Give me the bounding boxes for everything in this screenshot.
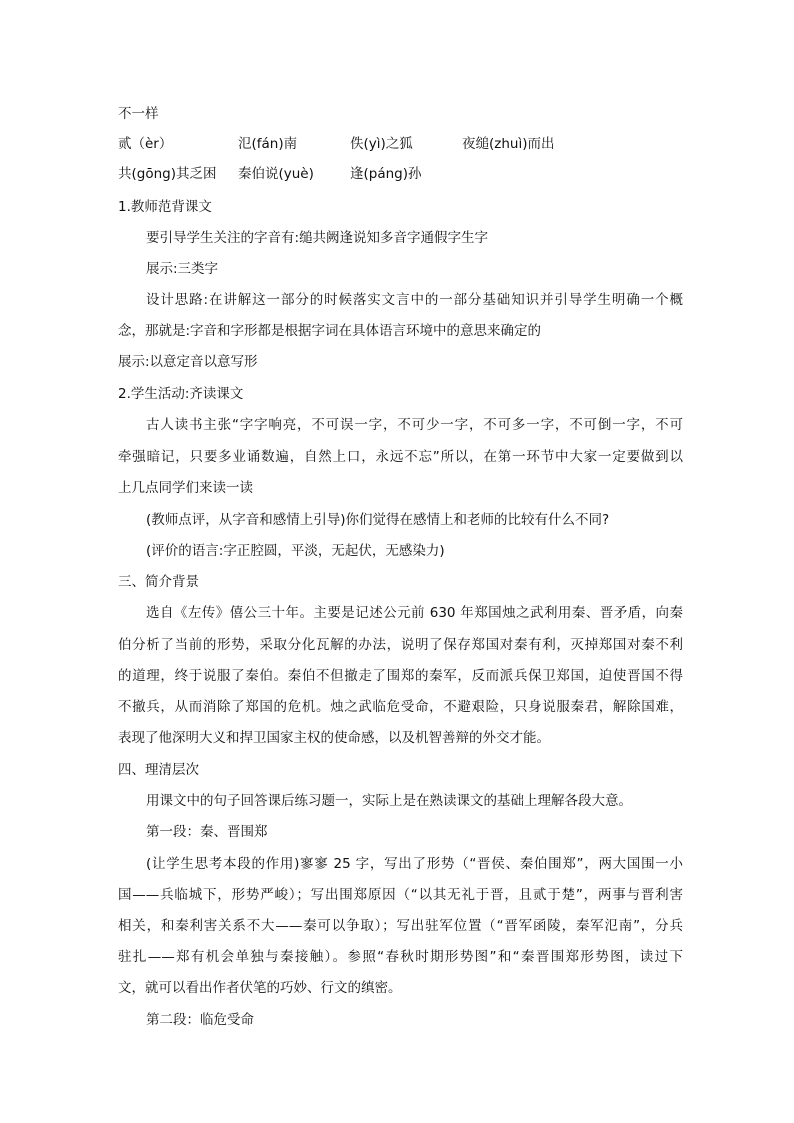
text-line: 上几点同学们来读一读 [118,480,253,496]
vocab-row-2 [118,165,683,183]
section-heading: 四、理清层次 [118,762,199,778]
text-line: 文，就可以看出作者伏笔的巧妙、行文的缜密。 [118,980,402,996]
text-line: (教师点评，从字音和感情上引导)你们觉得在感情上和老师的比较有什么不同? [146,512,610,528]
text-line: 古人读书主张“字字响亮，不可误一字，不可少一字，不可多一字，不可倒一字，不可 [146,417,683,433]
vocab-row-1 [118,135,683,153]
text-line: 不撤兵，从而消除了郑国的危机。烛之武临危受命，不避艰险，只身说服秦君，解除国难， [118,699,683,715]
section-heading: 2.学生活动:齐读课文 [118,386,244,402]
text-line: 要引导学生关注的字音有:缒共阙逢说知多音字通假字生字 [146,230,489,246]
text-line: 设计思路:在讲解这一部分的时候落实文言中的一部分基础知识并引导学生明确一个概 [146,292,683,308]
vocab-item: 氾(fán)南 [238,136,298,152]
vocab-item: 逢(páng)孙 [350,166,422,182]
text-line: 驻扎——郑有机会单独与秦接触）。参照“春秋时期形势图”和“秦晋围郑形势图，读过下 [118,949,683,965]
vocab-item: 共(gōng)其乏困 [118,166,217,182]
text-line: 展示:三类字 [146,261,219,277]
vocab-item: 佚(yì)之狐 [350,136,413,152]
subsection-heading: 第二段：临危受命 [146,1012,254,1028]
text-line: 国——兵临城下，形势严峻）；写出围郑原因（“以其无礼于晋，且贰于楚”，两事与晋利害 [118,887,683,903]
text-line: (让学生思考本段的作用)寥寥 25 字，写出了形势（“晋侯、秦伯围郑”，两大国围一小 [146,856,683,872]
vocab-item: 贰（èr） [118,136,173,152]
text-line: 的道理，终于说服了秦伯。秦伯不但撤走了围郑的秦军，反而派兵保卫郑国，迫使晋国不得 [118,668,683,684]
vocab-item: 夜缒(zhuì)而出 [462,136,555,152]
text-line: 选自《左传》僖公三十年。主要是记述公元前 630 年郑国烛之武利用秦、晋矛盾，向秦 [146,605,683,621]
text-line: 牵强暗记，只要多业诵数遍，自然上口，永远不忘”所以，在第一环节中大家一定要做到以 [118,449,683,465]
section-heading: 三、简介背景 [118,574,199,590]
vocab-item: 秦伯说(yuè) [238,166,314,182]
text-line: 用课文中的句子回答课后练习题一，实际上是在熟读课文的基础上理解各段大意。 [146,793,632,809]
subsection-heading: 第一段：秦、晋围郑 [146,824,268,840]
text-line: 展示:以意定音以意写形 [118,354,258,370]
text-line: 相关，和秦利害关系不大——秦可以争取）；写出驻军位置（“晋军函陵，秦军氾南”，分兵 [118,918,683,934]
text-line: 表现了他深明大义和捍卫国家主权的使命感，以及机智善辩的外交才能。 [118,730,550,746]
text-line: 伯分析了当前的形势，采取分化瓦解的办法，说明了保存郑国对秦有利，灭掉郑国对秦不利 [118,637,683,653]
section-heading: 1.教师范背课文 [118,199,212,215]
text-line: (评价的语言:字正腔圆，平淡，无起伏，无感染力) [146,543,445,559]
text-line: 不一样 [118,106,159,122]
text-line: 念，那就是:字音和字形都是根据字词在具体语言环境中的意思来确定的 [118,323,542,339]
